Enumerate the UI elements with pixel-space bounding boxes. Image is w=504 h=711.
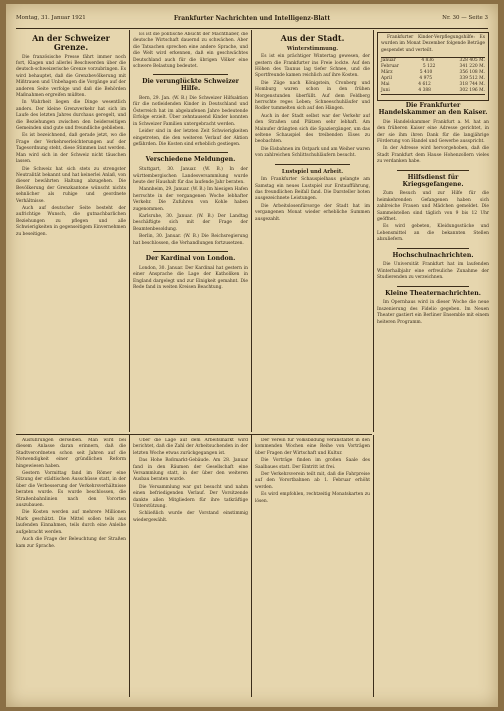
- divider: [153, 152, 228, 153]
- paragraph: Gestern Vormittag fand im Römer eine Sitzung der städtischen Ausschüsse statt, in der über die Verbesserung der Verkehrsverhältnisse beraten wurde. Es wurde beschlossen, die Straßenbahnlinien nach den Vororten auszubauen.: [16, 471, 126, 509]
- paragraph: Es wird empfohlen, rechtzeitig Monatskarten zu lösen.: [255, 492, 370, 504]
- header-page-number: Nr. 30 — Seite 3: [442, 15, 488, 21]
- article-title: Kleine Theaternachrichten.: [385, 289, 481, 297]
- statistics-table: [381, 57, 485, 95]
- newspaper-page: [6, 4, 498, 707]
- bottom-column-2: [133, 438, 248, 696]
- column-rule: [251, 435, 252, 697]
- paragraph: Mannheim, 29. Januar. (W. B.) Im hiesigen Hafen herrschte in der vergangenen Woche lebhafter Verkehr. Die Zufuhren von Kohle haben zugenommen.: [133, 187, 248, 212]
- article-title: An der Schweizer Grenze.: [32, 33, 110, 52]
- paragraph: Leider sind in der letzten Zeit Schwierigkeiten eingetreten, die den weiteren Verlauf der Aktion gefährden. Die Kosten sind erheblich gestiegen.: [133, 129, 248, 147]
- row-count: 4 612: [418, 82, 431, 88]
- column-rule: [373, 30, 374, 432]
- column-3: [255, 32, 370, 432]
- paragraph: London, 30. Januar. Der Kardinal hat gestern in einer Ansprache die Lage der Katholiken in England dargelegt und zur Einigkeit gemahnt. Die Rede fand in weiten Kreisen Beachtung.: [133, 265, 248, 291]
- paragraph: Der Verkehrsverein teilt mit, daß die Fahrpreise auf den Vorortbahnen ab 1. Februar erhöht werden.: [255, 472, 370, 490]
- paragraph: Die Eisbahnen im Ostpark und am Weiher waren von zahlreichen Schlittschuhläufern besucht.: [255, 146, 370, 159]
- article-title: Lustspiel und Arbeit.: [281, 168, 344, 175]
- paragraph: Im Frankfurter Schauspielhaus gelangte am Samstag ein neues Lustspiel zur Erstaufführung, das freundlichen Beifall fand. Die Darsteller boten ausgezeichnete Leistungen.: [255, 177, 370, 202]
- header-masthead: Frankfurter Nachrichten und Intelligenz-Blatt: [173, 15, 331, 22]
- column-rule: [251, 30, 252, 432]
- paragraph: Es ist ein prächtiger Wintertag gewesen, der gestern die Frankfurter ins Freie lockte. Auf den Höhen des Taunus lag tiefer Schnee, und die Sportfreunde kamen reichlich auf ihre Kosten.: [255, 54, 370, 79]
- paragraph: Auch in der Stadt selbst war der Verkehr auf den Straßen und Plätzen sehr lebhaft. Am Mainufer drängten sich die Spaziergänger, um das seltene Schauspiel des treibenden Eises zu beobachten.: [255, 113, 370, 145]
- paragraph: Das Hohe Roßmarkt-Gebäude. Am 28. Januar fand in den Räumen der Gesellschaft eine Versammlung statt, in der über den weiteren Ausbau beraten wurde.: [133, 458, 248, 483]
- article-title: Hochschulnachrichten.: [392, 251, 474, 259]
- paragraph: Die Vorträge finden im großen Saale des Saalbaues statt. Der Eintritt ist frei.: [255, 458, 370, 470]
- paragraph: Auch die Frage der Beleuchtung der Straßen kam zur Sprache.: [16, 537, 126, 549]
- page-header: [16, 10, 488, 29]
- paragraph: Die Universität Frankfurt hat im laufenden Winterhalbjahr eine erfreuliche Zunahme der Studierenden zu verzeichnen.: [377, 262, 489, 281]
- row-count: 5 410: [419, 70, 433, 76]
- article-title: Winterstimmung.: [286, 45, 339, 52]
- row-count: 4 836: [421, 58, 434, 64]
- paragraph: Die Kosten werden auf mehrere Millionen Mark geschätzt. Die Mittel sollen teils aus laufenden Einnahmen, teils durch eine Anleihe aufgebracht werden.: [16, 510, 126, 535]
- row-amount: 328 405 M.: [459, 58, 485, 64]
- paragraph: In Wahrheit liegen die Dinge wesentlich anders. Der kleine Grenzverkehr hat sich im Laufe des letzten Jahres durchaus geregelt, und die Beziehungen zwischen den beiderseitigen Gemeinden sind gute und freundliche geblieben.: [16, 100, 126, 132]
- paragraph: Die Versammlung war gut besucht und nahm einen befriedigenden Verlauf. Der Vorsitzende dankte allen Mitgliedern für ihre tatkräftige Unterstützung.: [133, 484, 248, 510]
- divider: [397, 286, 469, 287]
- column-rule: [129, 435, 130, 697]
- paragraph: Bern, 29. Jan. (W. B.) Die Schweizer Hilfsaktion für die notleidenden Kinder in Deutschland und Österreich hat im abgelaufenen Jahre bedeutende Erfolge erzielt. Über zehntausend Kinder konnten in Schweizer Familien untergebracht werden.: [133, 96, 248, 127]
- row-amount: 339 512 M.: [459, 76, 485, 82]
- paragraph: Im Opernhaus wird in dieser Woche die neue Inszenierung des Fidelio gegeben. Im Neuen Theater gastiert ein Berliner Ensemble mit einem heiteren Programm.: [377, 300, 489, 325]
- row-count: 5 122: [422, 64, 436, 70]
- row-amount: 318 744 M.: [459, 82, 485, 88]
- article-title: Hilfsdienst für Kriegsgefangene.: [402, 173, 464, 188]
- paragraph: Die Handelskammer Frankfurt a. M. hat an den früheren Kaiser eine Adresse gerichtet, in der sie ihm ihren Dank für die langjährige Förderung von Handel und Gewerbe ausspricht.: [377, 119, 489, 145]
- paragraph: Es ist bezeichnend, daß gerade jetzt, wo die Frage der Verkehrserleichterungen auf der Tagesordnung steht, diese Stimmen laut werden. Man wird sich in der Schweiz nicht täuschen lassen.: [16, 133, 126, 165]
- paragraph: Es wird gebeten, Kleidungsstücke und Lebensmittel an die bekannten Stellen abzuliefern.: [377, 224, 489, 243]
- article-title: Die Frankfurter Handelskammer an den Kaiser.: [378, 102, 488, 117]
- row-label: Juni: [381, 88, 390, 94]
- row-label: März: [381, 70, 393, 76]
- section-title: Aus der Stadt.: [280, 33, 345, 43]
- paragraph: Die Züge nach Königstein, Cronberg und Homburg waren schon in den frühen Morgenstunden überfüllt. Auf dem Feldberg herrschte reges Leben; Schneeschuhläufer und Rodler tummelten sich auf den Hängen.: [255, 80, 370, 112]
- row-amount: 356 108 M.: [459, 70, 485, 76]
- paragraph: In der Adresse wird hervorgehoben, daß die Stadt Frankfurt dem Hause Hohenzollern vieles zu verdanken habe.: [377, 146, 489, 165]
- paragraph: Der Verein für Volksbildung veranstaltet in den kommenden Wochen eine Reihe von Vorträgen über Fragen der Wirtschaft und Kultur.: [255, 438, 370, 456]
- paragraph: Ausführungen derselben. Man wird bei diesem Anlasse daran erinnern, daß die Stadtverordneten schon seit Jahren auf die Notwendigkeit einer gründlichen Reform hingewiesen haben.: [16, 438, 126, 469]
- row-count: 4 388: [418, 88, 431, 94]
- paragraph: Die Schweiz hat sich stets zu strengster Neutralität bekannt und hat keinerlei Anlaß, von dieser bewährten Haltung abzugehen. Die Bevölkerung der Grenzkantone wünscht nichts sehnlicher als ruhige und geordnete Verhältnisse.: [16, 166, 126, 204]
- column-rule: [129, 30, 130, 432]
- paragraph: Über die Lage auf dem Arbeitsmarkt wird berichtet, daß die Zahl der Arbeitsuchenden in der letzten Woche etwas zurückgegangen ist.: [133, 438, 248, 456]
- divider: [153, 74, 228, 75]
- column-4: [377, 32, 489, 697]
- paragraph: Berlin, 30. Januar. (W. B.) Die Reichsregierung hat beschlossen, die Verhandlungen fortzusetzen.: [133, 234, 248, 246]
- article-title: Der Kardinal von London.: [145, 255, 236, 262]
- column-rule: [373, 435, 374, 697]
- article-title: Die verunglückte Schweizer Hilfe.: [142, 78, 239, 93]
- paragraph: Schließlich wurde der Vorstand einstimmig wiedergewählt.: [133, 511, 248, 523]
- divider: [397, 248, 469, 249]
- paragraph: Es ist die politische Absicht der Machthaber, die deutsche Wirtschaft dauernd zu schwächen. Aber die Tatsachen sprechen eine andere Sprache, und die Welt wird erkennen, daß ein geschwächtes Deutschland auch für die übrigen Völker eine schwere Belastung bedeutet.: [133, 32, 248, 70]
- row-count: 4 975: [419, 76, 432, 82]
- column-2: [133, 32, 248, 432]
- bottom-column-3: [255, 438, 370, 696]
- paragraph: Die französische Presse fährt immer noch fort, Klagen und allerlei Beschwerden über die deutsch-schweizerische Grenze vorzubringen. Es wird behauptet, daß die Grenzbevölkerung mit Mißtrauen und Unbehagen die Vorgänge auf der anderen Seite verfolge und daß die Behörden Maßnahmen ergreifen müßten.: [16, 54, 126, 99]
- row-label: Mai: [381, 82, 390, 88]
- paragraph: Frankfurter Kinder-Verpflegungshilfe: Es wurden im Monat Dezember folgende Beträge gespendet und verteilt.: [381, 35, 485, 53]
- row-label: April: [381, 76, 392, 82]
- row-label: Februar: [381, 64, 399, 70]
- notice-box: [377, 32, 489, 101]
- article-title: Verschiedene Meldungen.: [145, 156, 236, 164]
- divider: [397, 170, 469, 171]
- divider: [275, 164, 350, 165]
- table-row: [381, 88, 485, 94]
- paragraph: Karlsruhe, 30. Januar. (W. B.) Der Landtag beschäftigte sich mit der Frage der Beamtenbesoldung.: [133, 213, 248, 232]
- row-label: Januar: [381, 58, 396, 64]
- paragraph: Zum Besuch und zur Hilfe für die heimkehrenden Gefangenen haben sich zahlreiche Frauen und Mädchen gemeldet. Die Sammelstellen sind täglich von 9 bis 12 Uhr geöffnet.: [377, 191, 489, 222]
- divider: [153, 251, 228, 252]
- row-amount: 341 220 M.: [459, 64, 485, 70]
- paragraph: Auch auf deutscher Seite besteht der aufrichtige Wunsch, die gutnachbarlichen Beziehungen zu pflegen und alle Schwierigkeiten in gegenseitigem Einvernehmen zu beseitigen.: [16, 205, 126, 237]
- bottom-column-1: [16, 438, 126, 696]
- paragraph: Die Arbeitslosenfürsorge der Stadt hat im vergangenen Monat wieder erhebliche Summen ausgezahlt.: [255, 203, 370, 222]
- column-1: [16, 32, 126, 432]
- row-amount: 302 196 M.: [459, 88, 485, 94]
- paragraph: Stuttgart, 30. Januar. (W. B.) In der württembergischen Landesversammlung wurde heute der Haushalt für das laufende Jahr beraten.: [133, 167, 248, 185]
- header-date: Montag, 31. Januar 1921: [16, 15, 86, 21]
- section-divider: [16, 434, 372, 435]
